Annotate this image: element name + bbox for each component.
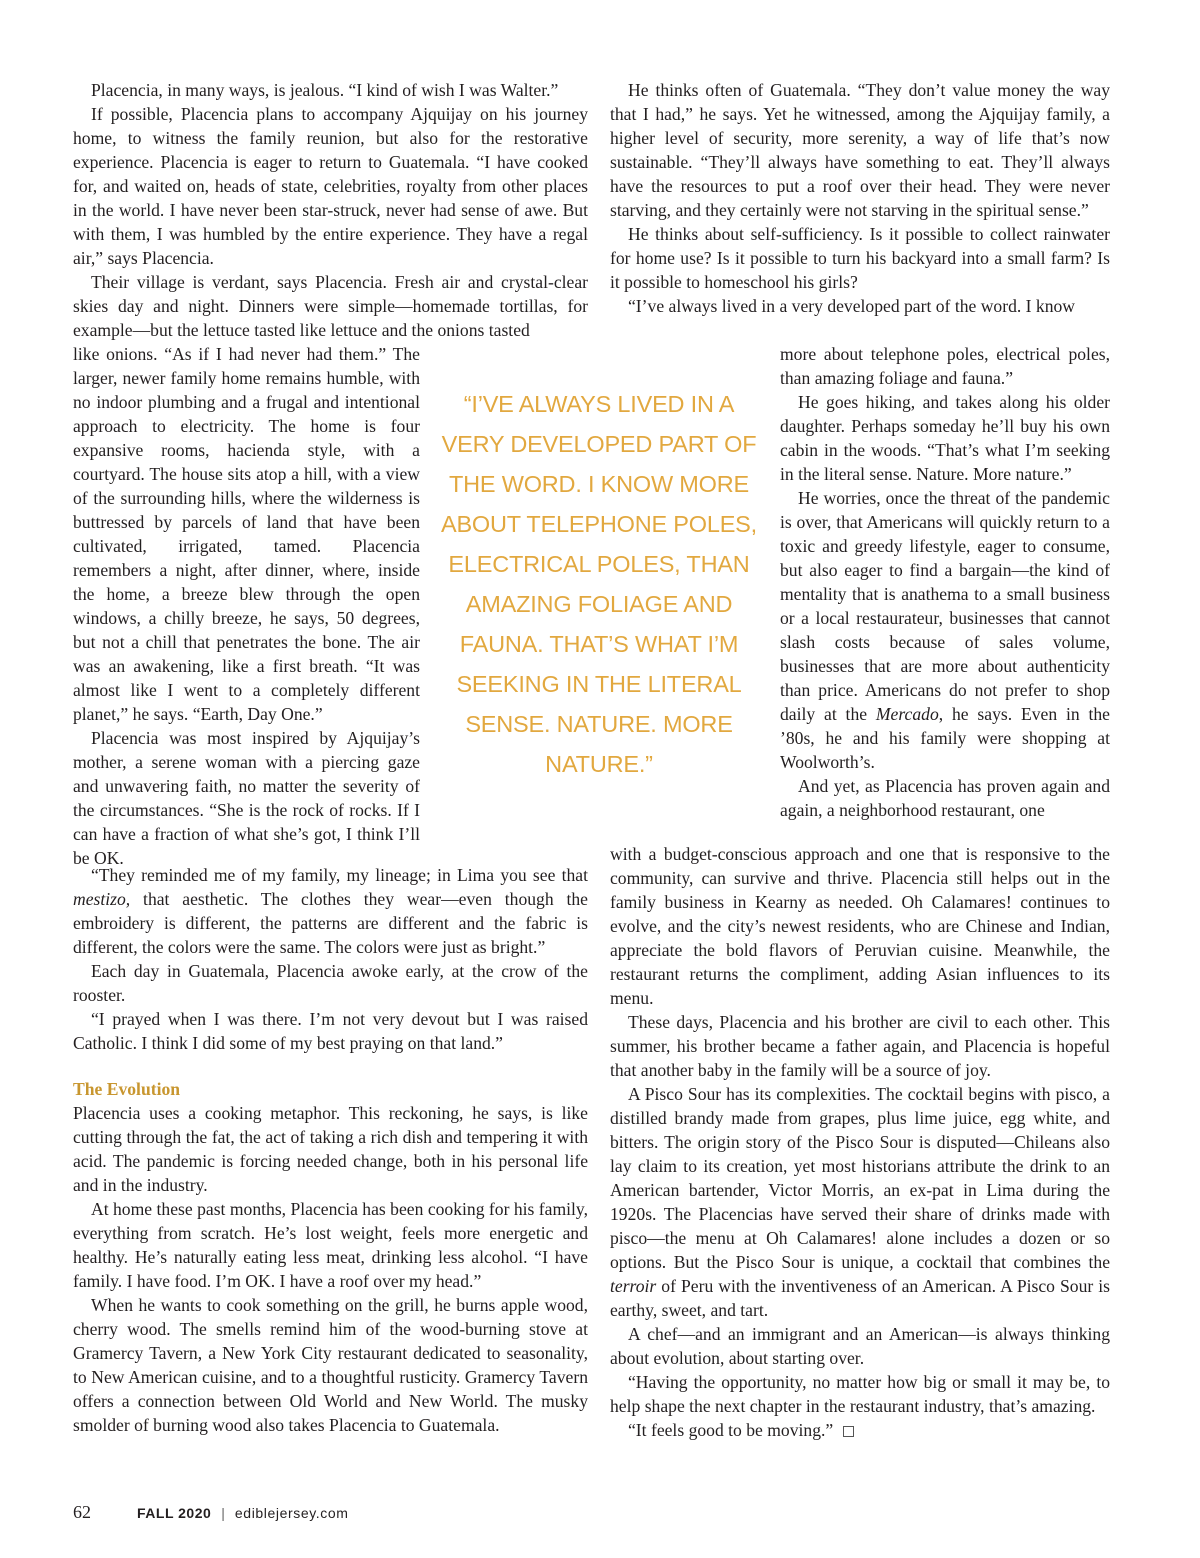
paragraph: more about telephone poles, electrical poles, than amazing foliage and fauna.” <box>780 344 1110 388</box>
paragraph: When he wants to cook something on the grill, he burns apple wood, cherry wood. The smells remind him of the wood-burning stove at Gramercy Tavern, a New York City restaurant dedicated to seasonality, to New American cuisine, and to a thoughtful rusticity. Gramercy Tavern offers a connection between Old World and New World. The musky smolder of burning wood also takes Placencia to Guatemala. <box>73 1295 588 1435</box>
paragraph: Each day in Guatemala, Placencia awoke early, at the crow of the rooster. <box>73 961 588 1005</box>
page-footer <box>73 1502 349 1523</box>
right-column-top <box>610 78 1110 318</box>
pull-quote: “I’VE ALWAYS LIVED IN A VERY DEVELOPED PART OF THE WORD. I KNOW MORE ABOUT TELEPHONE POLES, ELECTRICAL POLES, THAN AMAZING FOLIAGE AND FAUNA. THAT’S WHAT I’M SEEKING IN THE LITERAL SENSE. NATURE. MORE NATURE.” <box>440 391 757 777</box>
paragraph: “Having the opportunity, no matter how big or small it may be, to help shape the next chapter in the restaurant industry, that’s amazing. <box>610 1372 1110 1416</box>
paragraph: And yet, as Placencia has proven again and again, a neighborhood restaurant, one <box>780 776 1110 820</box>
paragraph: At home these past months, Placencia has been cooking for his family, everything from scratch. He’s lost weight, feels more energetic and healthy. He’s naturally eating less meat, drinking less alcohol. “I have family. I have food. I’m OK. I have a roof over my head.” <box>73 1199 588 1291</box>
footer-separator: | <box>221 1505 225 1521</box>
paragraph: “I prayed when I was there. I’m not very devout but I was raised Catholic. I think I did some of my best praying on that land.” <box>73 1009 588 1053</box>
paragraph: with a budget-conscious approach and one that is responsive to the community, can survive and thrive. Placencia still helps out in the family business in Kearny as needed. Oh Calamares! continues to evolve, and the city’s newest residents, who are Chinese and Indian, appreciate the bold flavors of Peruvian cuisine. Meanwhile, the restaurant returns the compliment, adding Asian influences to its menu. <box>610 844 1110 1008</box>
website-label: ediblejersey.com <box>234 1505 349 1521</box>
paragraph: A Pisco Sour has its complexities. The cocktail begins with pisco, a distilled brandy made from grapes, plus lime juice, egg white, and bitters. The origin story of the Pisco Sour is disputed—Chileans also lay claim to its creation, yet most historians attribute the drink to an American bartender, Victor Morris, an ex-pat in Lima during the 1920s. The Placencias have served their share of drinks made with pisco—the menu at Oh Calamares! alone includes a dozen or so options. But the Pisco Sour is unique, a cocktail that combines the terroir of Peru with the inventiveness of an American. A Pisco Sour is earthy, sweet, and tart. <box>610 1084 1110 1320</box>
left-column-top <box>73 78 588 342</box>
page-number: 62 <box>73 1502 91 1522</box>
paragraph: Placencia was most inspired by Ajquijay’s mother, a serene woman with a piercing gaze and unwavering faith, no matter the severity of the circumstances. “She is the rock of rocks. If I can have a fraction of what she’s got, I think I’ll be OK. <box>73 728 420 868</box>
paragraph: He goes hiking, and takes along his older daughter. Perhaps someday he’ll buy his own cabin in the woods. “That’s what I’m seeking in the literal sense. Nature. More nature.” <box>780 392 1110 484</box>
paragraph: like onions. “As if I had never had them.” The larger, newer family home remains humble, with no indoor plumbing and a frugal and intentional approach to electricity. The home is four expansive rooms, hacienda style, with a courtyard. The house sits atop a hill, with a view of the surrounding hills, where the wilderness is buttressed by parcels of land that have been cultivated, irrigated, tamed. Placencia remembers a night, after dinner, where, inside the home, a breeze blew through the open windows, a chilly breeze, he says, 50 degrees, but not a chill that penetrates the bone. The air was an awakening, like a first breath. “It was almost like I went to a completely different planet,” he says. “Earth, Day One.” <box>73 344 420 724</box>
left-column-bottom <box>73 863 588 1437</box>
end-mark-icon <box>843 1426 854 1437</box>
paragraph: He thinks about self-sufficiency. Is it possible to collect rainwater for home use? Is it possible to turn his backyard into a small farm? Is it possible to homeschool his girls? <box>610 224 1110 292</box>
left-column-inset <box>73 342 420 870</box>
right-column-bottom <box>610 842 1110 1442</box>
paragraph: These days, Placencia and his brother are civil to each other. This summer, his brother became a father again, and Placencia is hopeful that another baby in the family will be a source of joy. <box>610 1012 1110 1080</box>
paragraph: He worries, once the threat of the pandemic is over, that Americans will quickly return to a toxic and greedy lifestyle, eager to consume, but also eager to find a bargain—the kind of mentality that is anathema to a small business or a local restaurateur, businesses that cannot slash costs because of sales volume, businesses that are more about authenticity than price. Americans do not prefer to shop daily at the Mercado, he says. Even in the ’80s, he and his family were shopping at Woolworth’s. <box>780 488 1110 772</box>
paragraph: He thinks often of Guatemala. “They don’t value money the way that I had,” he says. Yet he witnessed, among the Ajquijay family, a higher level of security, more serenity, a way of life that’s now sustainable. “They’ll always have something to eat. They’ll always have the resources to put a roof over their head. They were never starving, and they certainly were not starving in the spiritual sense.” <box>610 80 1110 220</box>
paragraph: A chef—and an immigrant and an American—is always thinking about evolution, about starting over. <box>610 1324 1110 1368</box>
paragraph: “They reminded me of my family, my lineage; in Lima you see that mestizo, that aesthetic. The clothes they wear—even though the embroidery is different, the patterns are different and the fabric is different, the colors were the same. The colors were just as bright.” <box>73 865 588 957</box>
paragraph: Their village is verdant, says Placencia. Fresh air and crystal-clear skies day and night. Dinners were simple—homemade tortillas, for example—but the lettuce tasted like lettuce and the onions tasted <box>73 272 588 340</box>
right-column-inset <box>780 342 1110 822</box>
paragraph: “I’ve always lived in a very developed part of the word. I know <box>628 296 1076 316</box>
issue-label: FALL 2020 <box>137 1505 212 1521</box>
paragraph: Placencia, in many ways, is jealous. “I kind of wish I was Walter.” <box>91 80 559 100</box>
paragraph: If possible, Placencia plans to accompany Ajquijay on his journey home, to witness the family reunion, but also for the restorative experience. Placencia is eager to return to Guatemala. “I have cooked for, and waited on, heads of state, celebrities, royalty from other places in the world. I have never been star-struck, never had sense of awe. But with them, I was humbled by the entire experience. They have a regal air,” says Placencia. <box>73 104 588 268</box>
paragraph: “It feels good to be moving.” <box>610 1418 1110 1442</box>
paragraph: Placencia uses a cooking metaphor. This reckoning, he says, is like cutting through the fat, the act of taking a rich dish and tempering it with acid. The pandemic is forcing needed change, both in his personal life and in the industry. <box>73 1103 588 1195</box>
section-heading: The Evolution <box>73 1079 181 1099</box>
